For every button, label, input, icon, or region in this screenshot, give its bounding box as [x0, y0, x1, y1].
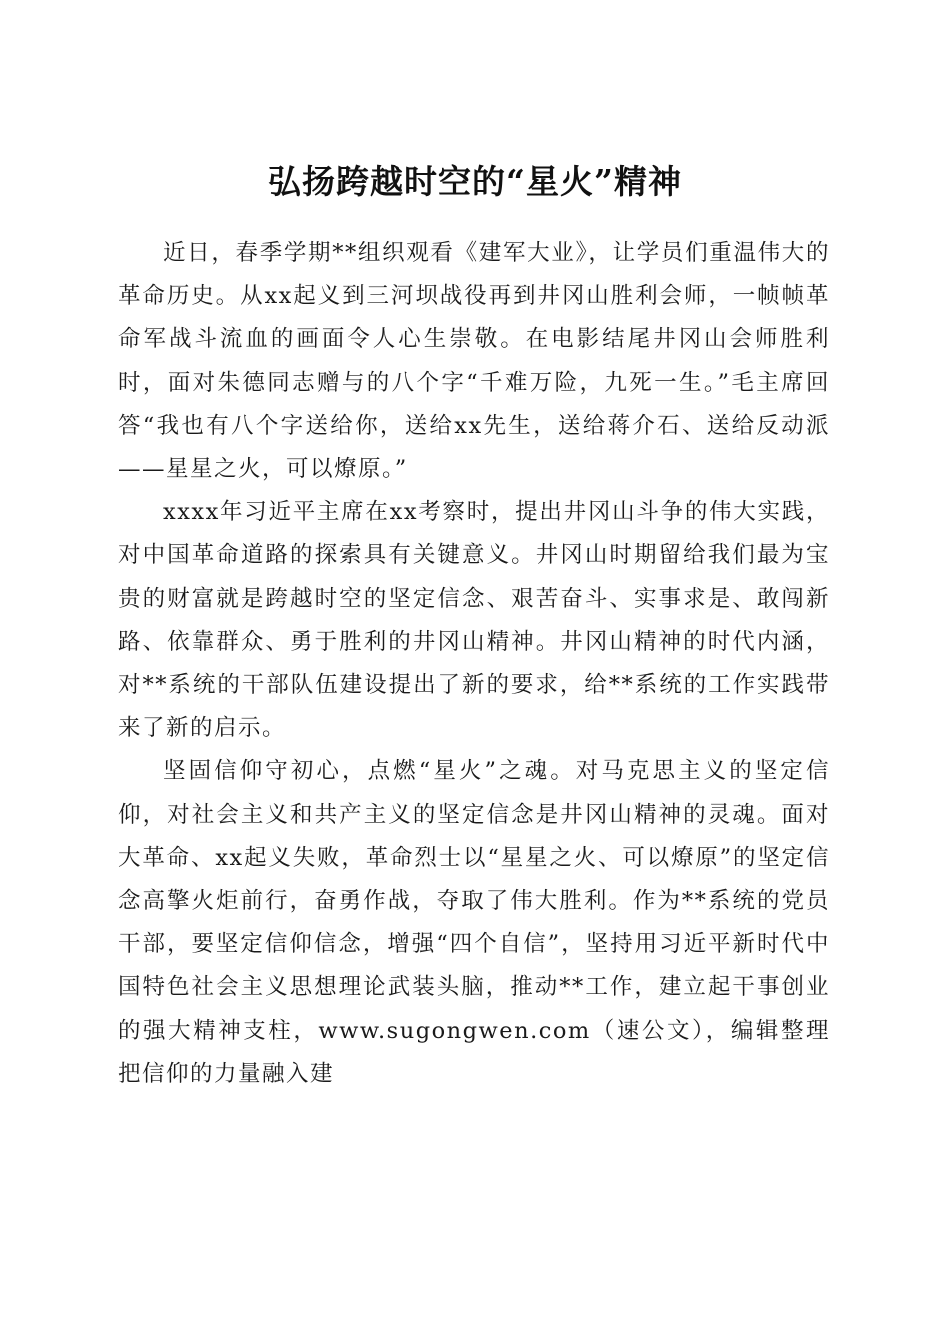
paragraph-intro: 近日，春季学期**组织观看《建军大业》，让学员们重温伟大的革命历史。从xx起义到三河坝战役再到井冈山胜利会师，一帧帧革命军战斗流血的画面令人心生崇敬。在电影结尾井冈山会师胜利时，面对朱德同志赠与的八个字“千难万险，九死一生。”毛主席回答“我也有八个字送给你，送给xx先生，送给蒋介石、送给反动派——星星之火，可以燎原。” — [118, 240, 830, 483]
document-body — [118, 232, 830, 1096]
document-title: 弘扬跨越时空的“星火”精神 — [268, 162, 682, 202]
paragraph-faith: 坚固信仰守初心，点燃“星火”之魂。对马克思主义的坚定信仰，对社会主义和共产主义的坚定信念是井冈山精神的灵魂。面对大革命、xx起义失败，革命烈士以“星星之火、可以燎原”的坚定信念高擎火炬前行，奋勇作战，夺取了伟大胜利。作为**系统的党员干部，要坚定信仰信念，增强“四个自信”，坚持用习近平新时代中国特色社会主义思想理论武装头脑，推动**工作，建立起干事创业的强大精神支柱，www.sugongwen.com（速公文），编辑整理把信仰的力量融入建 — [118, 758, 830, 1087]
paragraph-inspection: xxxx年习近平主席在xx考察时，提出井冈山斗争的伟大实践，对中国革命道路的探索具有关键意义。井冈山时期留给我们最为宝贵的财富就是跨越时空的坚定信念、艰苦奋斗、实事求是、敢闯新路、依靠群众、勇于胜利的井冈山精神。井冈山精神的时代内涵，对**系统的干部队伍建设提出了新的要求，给**系统的工作实践带来了新的启示。 — [118, 499, 830, 742]
